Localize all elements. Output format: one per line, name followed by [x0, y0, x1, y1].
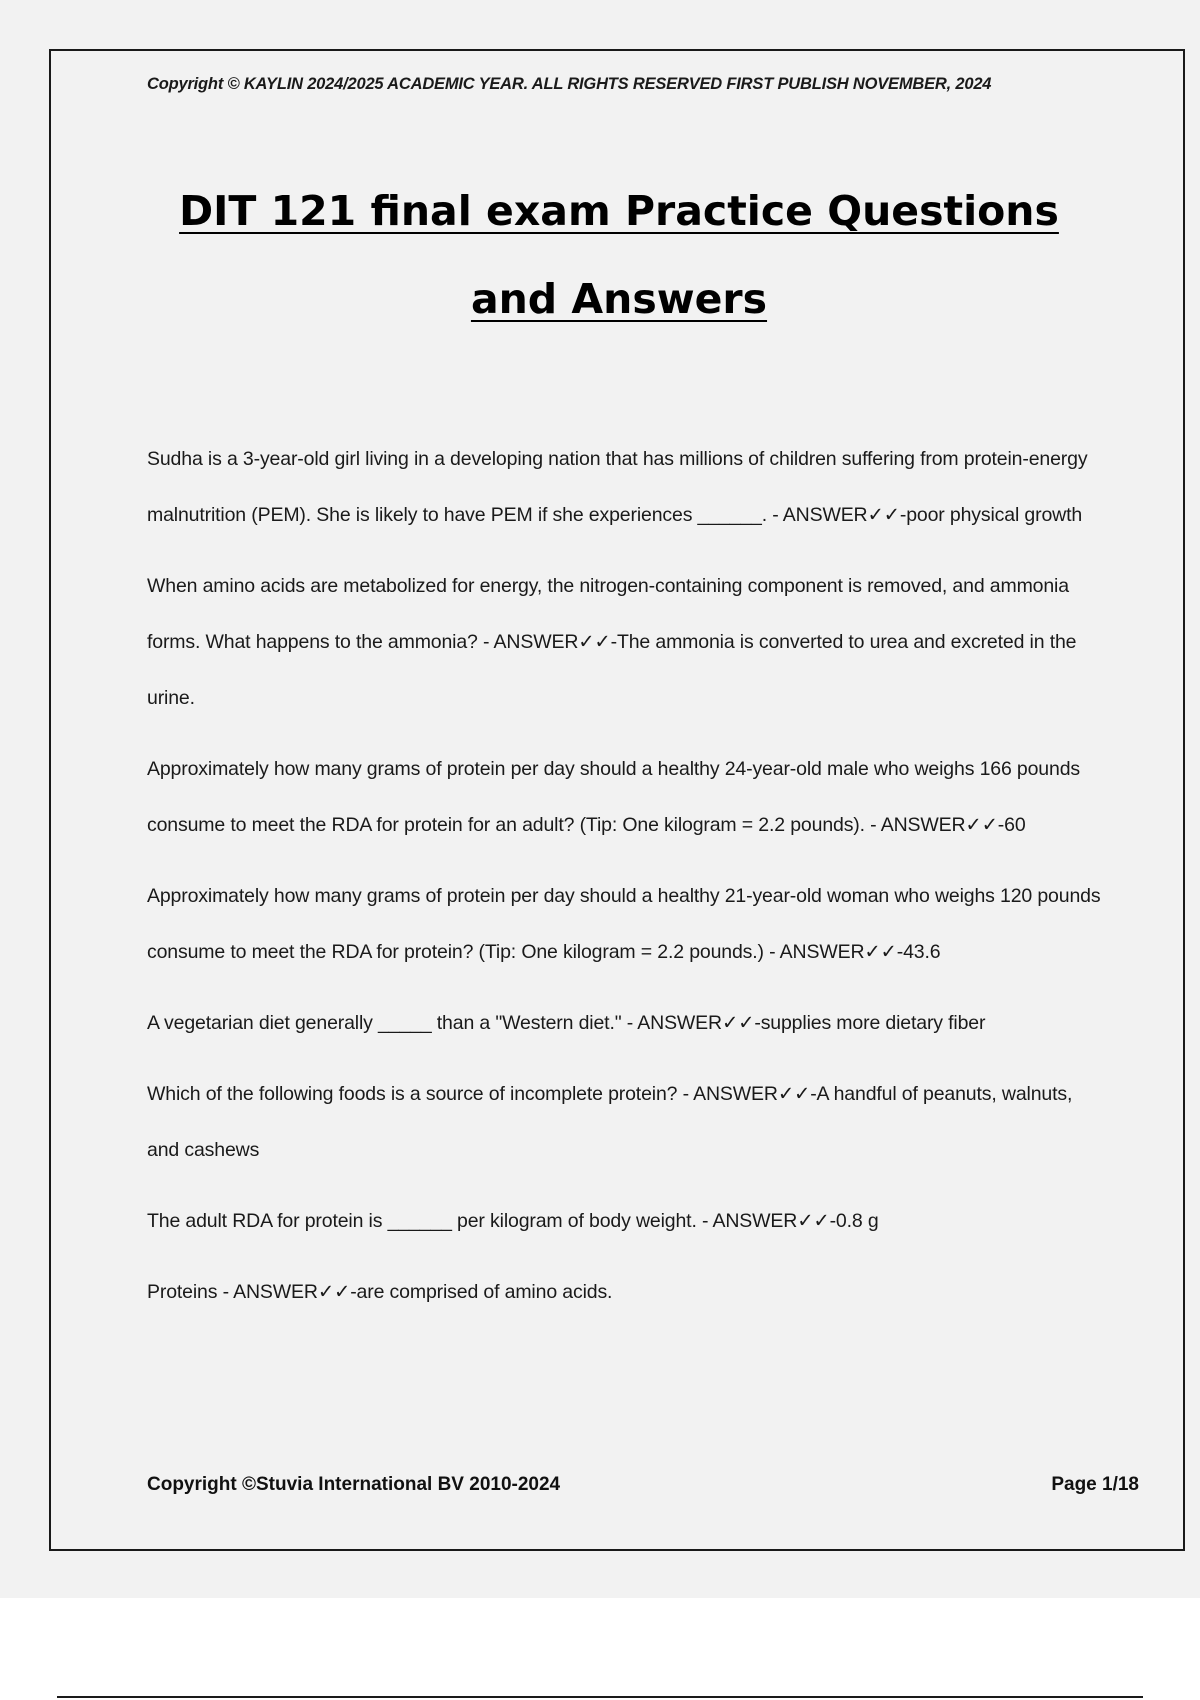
qa-list	[147, 431, 1107, 1335]
qa-item: A vegetarian diet generally _____ than a "Western diet." - ANSWER✓✓-supplies more dietary fiber	[147, 1012, 986, 1034]
document-page	[49, 49, 1185, 1551]
qa-item: The adult RDA for protein is ______ per kilogram of body weight. - ANSWER✓✓-0.8 g	[147, 1210, 879, 1232]
qa-item: Sudha is a 3-year-old girl living in a developing nation that has millions of children suffering from protein-energy malnutrition (PEM). She is likely to have PEM if she experiences ______. - ANSWER✓✓-poor physical growth	[147, 448, 1088, 526]
header-copyright: Copyright © KAYLIN 2024/2025 ACADEMIC YEAR. ALL RIGHTS RESERVED FIRST PUBLISH NOVEMBER, 2024	[147, 75, 992, 93]
page-indicator: Page 1/18	[1051, 1474, 1139, 1495]
qa-item: Approximately how many grams of protein per day should a healthy 21-year-old woman who weighs 120 pounds consume to meet the RDA for protein? (Tip: One kilogram = 2.2 pounds.) - ANSWER✓✓-43.6	[147, 885, 1101, 963]
document-title-text: DIT 121 final exam Practice Questions and Answers	[179, 187, 1059, 323]
qa-item: When amino acids are metabolized for energy, the nitrogen-containing component is removed, and ammonia forms. What happens to the ammonia? - ANSWER✓✓-The ammonia is converted to urea and excreted in the urine.	[147, 575, 1077, 709]
document-title	[147, 167, 1091, 343]
qa-item: Approximately how many grams of protein per day should a healthy 24-year-old male who weighs 166 pounds consume to meet the RDA for protein for an adult? (Tip: One kilogram = 2.2 pounds). - ANSWER✓✓-60	[147, 758, 1080, 836]
qa-item: Proteins - ANSWER✓✓-are comprised of amino acids.	[147, 1281, 613, 1303]
footer-copyright: Copyright ©Stuvia International BV 2010-2024	[147, 1474, 561, 1495]
qa-item: Which of the following foods is a source of incomplete protein? - ANSWER✓✓-A handful of peanuts, walnuts, and cashews	[147, 1083, 1073, 1161]
next-page-border	[57, 1696, 1143, 1698]
